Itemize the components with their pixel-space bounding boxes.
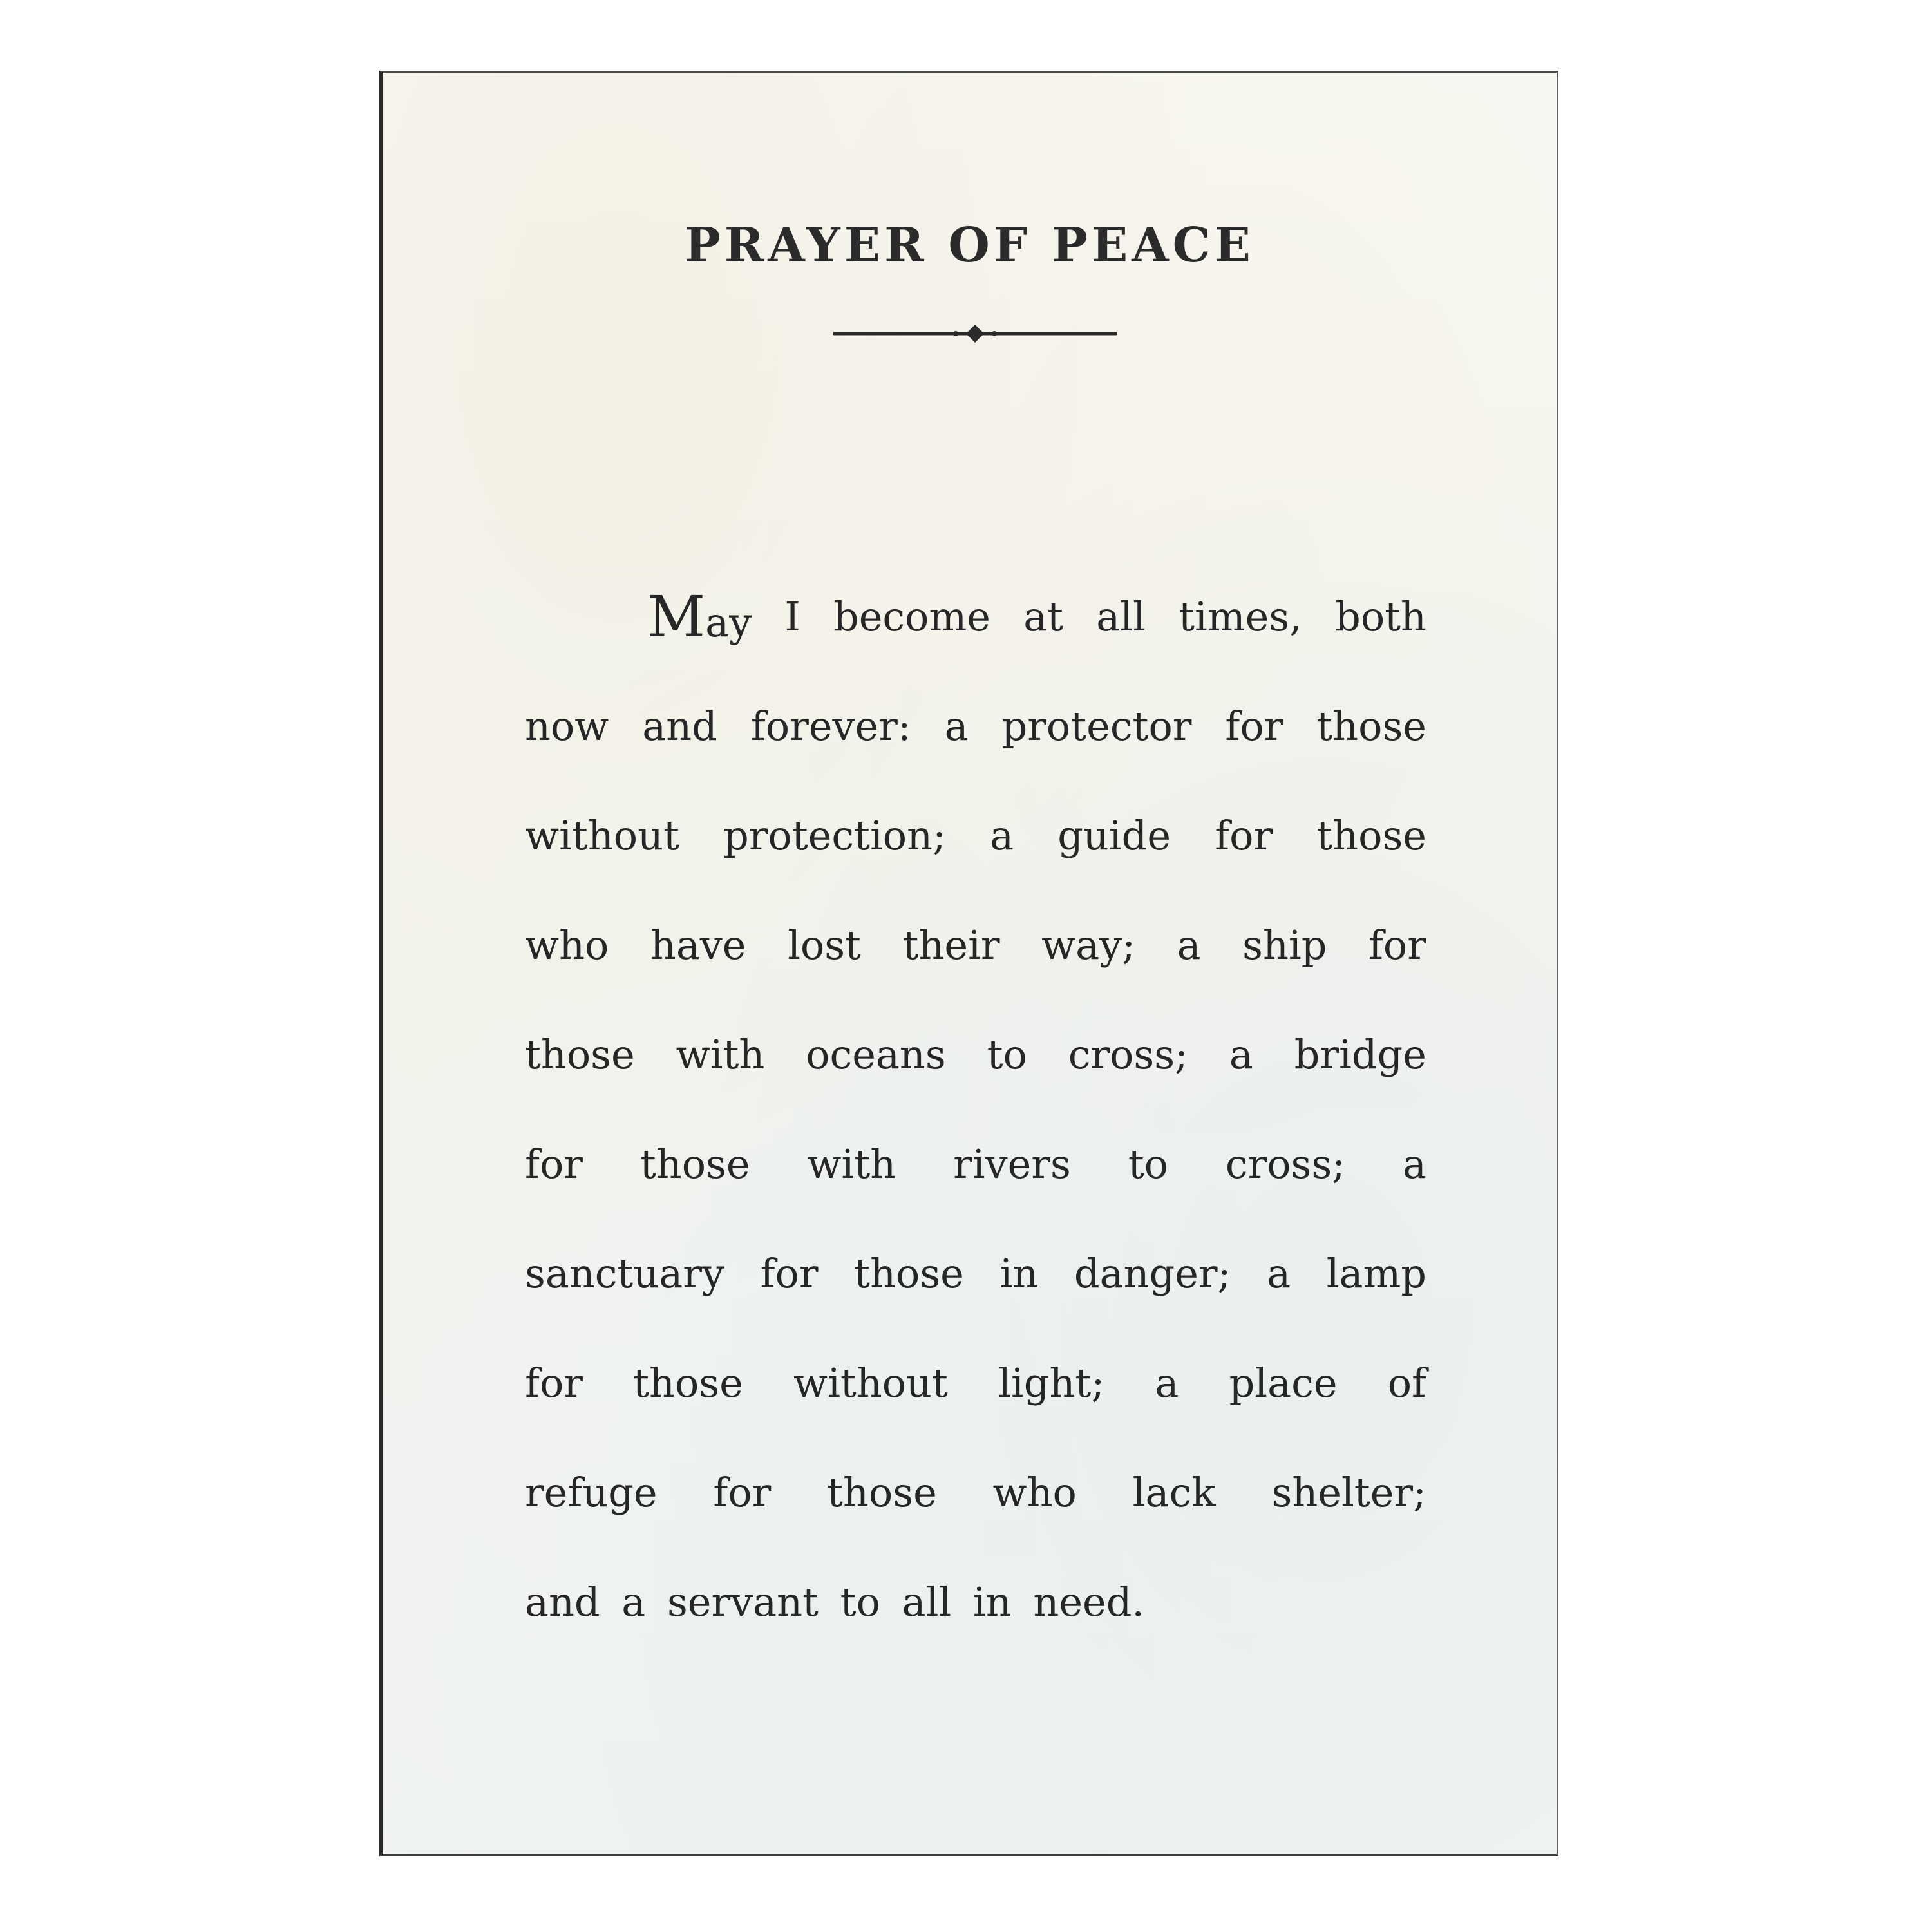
word: of [1387,1359,1426,1406]
word: times, [1179,593,1302,640]
word: I [784,593,800,640]
word: who [525,922,609,969]
word: forever: [750,703,911,750]
word: for [1368,922,1426,969]
prayer-line [525,1329,1426,1438]
word: rivers [953,1141,1071,1188]
word: light; [998,1359,1105,1406]
divider-ornament [833,321,1117,346]
word: a [1267,1250,1291,1297]
word: for [525,1359,583,1406]
word: those [639,1141,750,1188]
word: all [1096,593,1146,640]
word: those [525,1031,635,1078]
word: oceans [806,1031,946,1078]
word: those [1316,703,1426,750]
word: sanctuary [525,1250,724,1297]
word: to [1128,1141,1168,1188]
word: a [990,812,1014,859]
word: ship [1242,922,1327,969]
word: for [525,1141,583,1188]
word: a [1229,1031,1253,1078]
word: and [642,703,717,750]
word: those [633,1359,743,1406]
print-panel [379,71,1558,1856]
prayer-line [525,1219,1426,1329]
prayer-line [525,1000,1426,1110]
word: protection; [723,812,946,859]
word: those [854,1250,964,1297]
word: place [1229,1359,1338,1406]
word: a [944,703,969,750]
word: for [1225,703,1283,750]
word: for [760,1250,819,1297]
word: bridge [1294,1031,1426,1078]
word: those [827,1469,937,1516]
page-title: PRAYER OF PEACE [685,218,1255,273]
word: have [650,922,746,969]
word: without [525,812,679,859]
prayer-text [525,562,1426,1657]
word: both [1335,593,1426,640]
word: become [833,593,990,640]
word: way; [1041,922,1136,969]
drop-cap: M [647,583,706,650]
word: lack [1132,1469,1216,1516]
prayer-line [525,1438,1426,1548]
prayer-first-line [525,562,1426,672]
word: shelter; [1271,1469,1426,1516]
word: to [987,1031,1027,1078]
word: their [902,922,1000,969]
word: those [1316,812,1426,859]
word: for [1215,812,1273,859]
word: who [992,1469,1077,1516]
word: without [793,1359,948,1406]
word: refuge [525,1469,658,1516]
word: lost [788,922,861,969]
word: cross; [1225,1141,1346,1188]
word: a [1403,1141,1426,1188]
word: protector [1001,703,1192,750]
word: with [807,1141,896,1188]
word: for [713,1469,772,1516]
prayer-line [525,891,1426,1000]
word: guide [1057,812,1171,859]
prayer-line [525,781,1426,891]
word: lamp [1326,1250,1426,1297]
word: with [676,1031,765,1078]
word: a [1177,922,1201,969]
prayer-line [525,1110,1426,1219]
word: now [525,703,609,750]
first-word: May [647,583,752,650]
word: at [1023,593,1064,640]
word: cross; [1068,1031,1188,1078]
prayer-last-line: and a servant to all in need. [525,1578,1145,1625]
prayer-line [525,672,1426,781]
word: a [1155,1359,1179,1406]
word: in [999,1250,1039,1297]
word: danger; [1074,1250,1231,1297]
